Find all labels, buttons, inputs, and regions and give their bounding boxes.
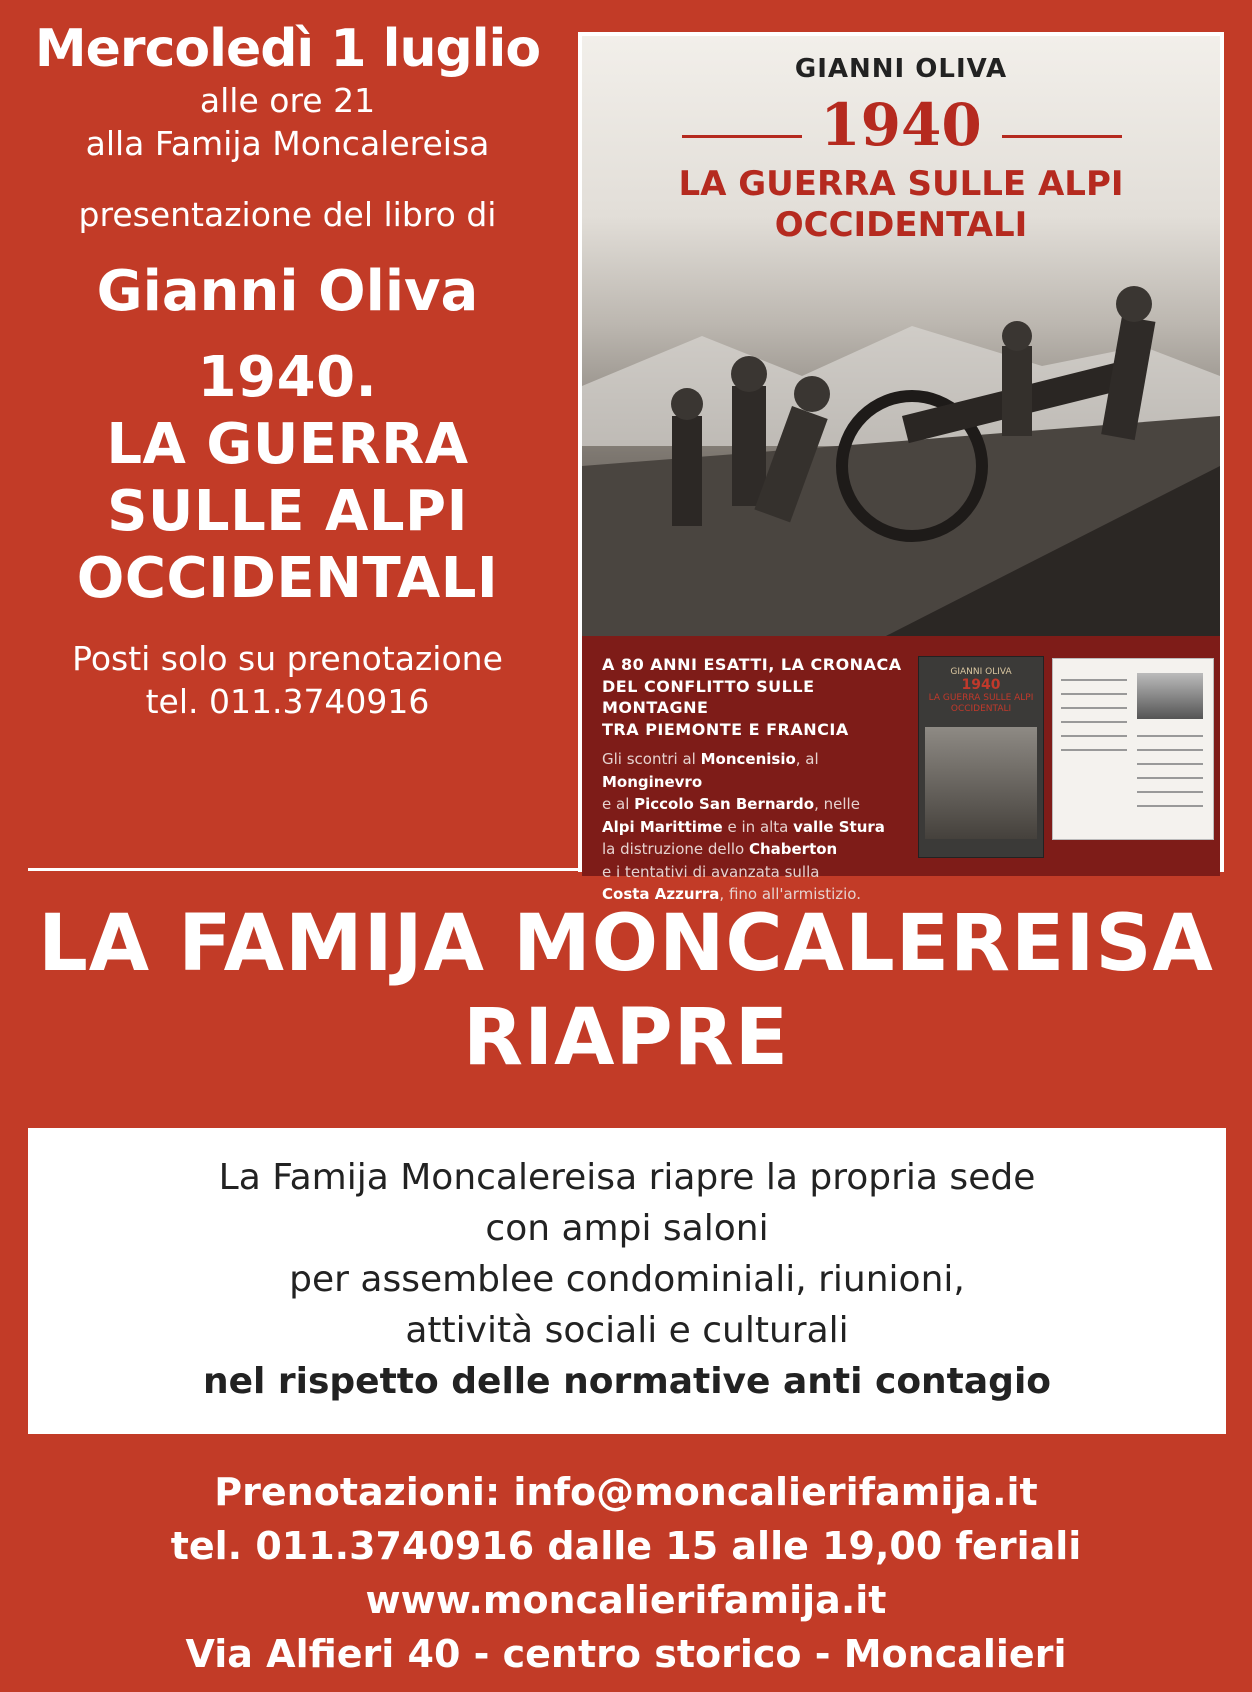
headline-line: LA FAMIJA MONCALEREISA — [38, 899, 1214, 989]
band-body-line: Costa Azzurra, fino all'armistizio. — [602, 885, 861, 904]
event-time: alle ore 21 — [199, 80, 376, 120]
event-intro: presentazione del libro di — [78, 194, 497, 234]
band-body-line: la distruzione dello Chaberton — [602, 840, 838, 859]
booking-phone: tel. 011.3740916 — [145, 682, 430, 722]
mini-book-photo — [925, 727, 1037, 839]
book-title-line: 1940. — [197, 344, 378, 410]
cover-year: 1940 — [820, 91, 982, 159]
mini-book-author: GIANNI OLIVA — [950, 667, 1012, 677]
booking-note: Posti solo su prenotazione — [72, 639, 503, 679]
cover-title — [582, 164, 1220, 246]
mini-book-title: LA GUERRA SULLE ALPI OCCIDENTALI — [928, 693, 1034, 714]
soldiers-cannon-photo — [582, 266, 1220, 638]
notice-line: attività sociali e culturali — [405, 1310, 849, 1352]
cover-band-body — [602, 748, 902, 906]
book-title-line: LA GUERRA — [106, 411, 469, 477]
band-body-line: e i tentativi di avanzata sulla — [602, 862, 820, 881]
event-place: alla Famija Moncalereisa — [85, 123, 490, 163]
cover-title-line: OCCIDENTALI — [774, 204, 1028, 245]
notice-bold-line: nel rispetto delle normative anti contagio — [202, 1361, 1052, 1403]
main-headline — [0, 898, 1252, 1085]
footer-address: Via Alfieri 40 - centro storico - Moncalieri — [185, 1631, 1067, 1676]
notice-box — [28, 1128, 1226, 1434]
footer-phone: tel. 011.3740916 dalle 15 alle 19,00 feriali — [170, 1523, 1082, 1568]
book-cover — [578, 32, 1224, 904]
band-heading-line: TRA PIEMONTE E FRANCIA — [602, 719, 849, 739]
book-title-line: SULLE ALPI — [107, 479, 468, 545]
cover-author: GIANNI OLIVA — [794, 54, 1008, 84]
cover-band — [582, 636, 1220, 904]
band-body-line: Alpi Marittime e in alta valle Stura — [602, 817, 885, 836]
book-title — [0, 344, 575, 613]
book-title-line: OCCIDENTALI — [76, 546, 499, 612]
notice-line: con ampi saloni — [485, 1208, 769, 1250]
footer-website[interactable]: www.moncalierifamija.it — [365, 1577, 887, 1622]
footer-contacts — [0, 1466, 1252, 1682]
footer-email[interactable]: Prenotazioni: info@moncalierifamija.it — [214, 1470, 1038, 1514]
cover-band-heading — [602, 654, 902, 740]
mini-book-year: 1940 — [961, 677, 1001, 693]
section-divider — [28, 868, 578, 871]
band-body-line: e al Piccolo San Bernardo, nelle — [602, 795, 860, 814]
band-heading-line: A 80 ANNI ESATTI, LA CRONACA — [602, 655, 902, 674]
booking-info — [0, 638, 575, 724]
mini-book-cover — [918, 656, 1044, 858]
cover-year-row — [582, 91, 1220, 161]
band-heading-line: DEL CONFLITTO SULLE MONTAGNE — [602, 676, 815, 718]
notice-line: La Famija Moncalereisa riapre la propria sede — [218, 1157, 1036, 1198]
headline-line: RIAPRE — [463, 992, 789, 1083]
event-author: Gianni Oliva — [96, 259, 479, 325]
cover-rule-right — [1002, 135, 1122, 138]
mini-book-open-pages — [1052, 658, 1214, 840]
cover-title-line: LA GUERRA SULLE ALPI — [678, 164, 1124, 204]
notice-line: per assemblee condominiali, riunioni, — [289, 1259, 965, 1301]
event-info — [0, 20, 575, 724]
event-date: Mercoledì 1 luglio — [34, 19, 541, 79]
band-body-line: Gli scontri al Moncenisio, al Monginevro — [602, 750, 819, 791]
